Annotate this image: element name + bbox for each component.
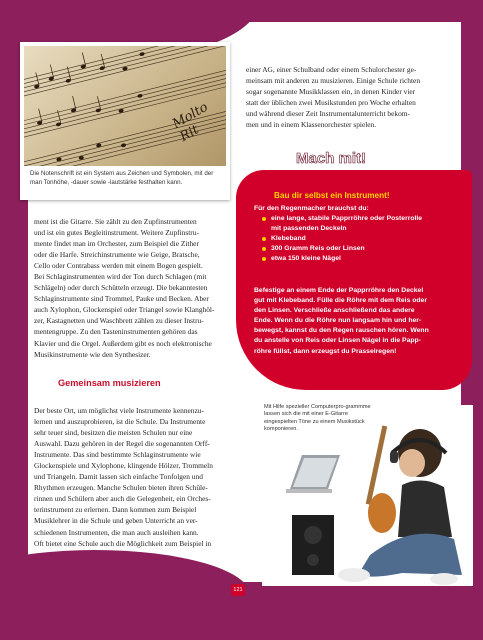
materials-list (262, 214, 422, 264)
text-line: Cello oder Contrabass werden mit einem Bogen gespielt. (34, 261, 203, 271)
text-line: mentengruppe. Zu den Tasteninstrumenten gehören das (34, 327, 198, 337)
text-line: röhre füllst, dann erzeugst du Prasselregen! (254, 347, 397, 355)
text-line: und während dieser Zeit Instrumentalunterricht bekom- (246, 109, 410, 119)
text-line: zer, Kastagnetten und Waschbrett zählen zu dieser Instru- (34, 316, 204, 326)
text-line: Glockenspiele und Xylophone, klingende Hölzer, Trommeln (34, 461, 213, 471)
bullet-icon (262, 257, 266, 261)
activity-title: Bau dir selbst ein Instrument! (274, 191, 390, 200)
activity-intro: Für den Regenmacher brauchst du: (254, 205, 369, 212)
text-line: auch Xylophon, Glockenspiel oder Triangel sowie Klanghöl- (34, 305, 215, 315)
list-item (262, 234, 422, 244)
left-column-text-1 (34, 216, 230, 360)
bullet-icon (262, 247, 266, 251)
text-line: Ende. Wenn du die Röhre nun langsam hin und her- (254, 317, 422, 325)
text-line: Befestige an einem Ende der Papprröhre den Deckel (254, 287, 424, 294)
list-item-label: 300 Gramm Reis oder Linsen (271, 245, 365, 253)
text-line: den Linsen. Verschließe anschließend das andere (254, 307, 415, 315)
text-line: Musikinstrumente wie den Synthesizer. (34, 349, 151, 359)
text-line: du anstelle von Reis oder Linsen Nägel in die Papp- (254, 337, 421, 345)
text-line: Schlaginstrumente sind Trommel, Pauke und Becken. Aber (34, 294, 209, 304)
list-item (262, 244, 422, 254)
text-line: und ist ein gutes Begleitinstrument. Weitere Zupfinstru- (34, 228, 199, 238)
text-line: Rhythmen erzeugen. Manche Schulen bieten ihren Schüle- (34, 483, 208, 493)
bullet-icon (262, 217, 266, 221)
text-line: men und in einem Klassenorchester spielen. (246, 120, 377, 130)
list-item-label: eine lange, stabile Papprröhre oder Posterrolle (271, 215, 423, 222)
bullet-icon (262, 237, 266, 241)
text-line: rinnen und Schülern aber auch die Gelegenheit, ein Orches- (34, 494, 211, 504)
list-item (262, 214, 422, 224)
list-item (262, 224, 422, 234)
text-line: sehr teuer sind, besitzen die meisten Schulen nur eine (34, 428, 193, 438)
text-line: Musiklehrer in die Schule und geben Unterricht an ver- (34, 516, 198, 526)
text-line: terinstrument zu erlernen. Dann kommen zum Beispiel (34, 505, 197, 515)
right-column-top-text (246, 64, 456, 130)
sheet-music-caption: Die Notenschrift ist ein System aus Zeichen und Symbolen, mit der man Tonhöhe, -dauer sowie -lautstärke festhalten kann. (30, 170, 214, 186)
left-column-text-2 (34, 405, 230, 549)
list-item-label: mit passenden Deckeln (271, 225, 347, 233)
text-line: bewegst, kannst du den Regen rauschen hören. Wenn (254, 327, 429, 335)
text-line: einer AG, einer Schulband oder einem Schulorchester ge- (246, 65, 417, 74)
text-line: Bei Schlaginstrumenten wird der Ton durch Schlagen (mit (34, 272, 207, 282)
text-line: Klavier und die Orgel. Außerdem gibt es noch elektronische (34, 338, 212, 348)
text-line: statt der üblichen zwei Musikstunden pro Woche erhalten (246, 98, 416, 108)
text-line: ment ist die Gitarre. Sie zählt zu den Zupfinstrumenten (34, 217, 197, 226)
list-item-label: Klebeband (271, 235, 306, 243)
text-line: Schlägeln) oder durch Schütteln erzeugt. Die bekanntesten (34, 283, 208, 293)
list-item (262, 254, 422, 264)
text-line: und Triangeln. Damit lassen sich einfache Tonfolgen und (34, 472, 203, 482)
handwritten-annotation: Molto Rit (169, 99, 211, 145)
text-line: Auswahl. Dazu gehören in der Regel die sogenannten Orff- (34, 439, 210, 449)
text-line: sogar sogenannte Musikklassen ein, in denen Kinder vier (246, 87, 416, 97)
text-line: oder die Harfe. Streichinstrumente wie Geige, Bratsche, (34, 250, 200, 260)
decor-blob-bottom-left (0, 550, 250, 640)
text-line: mente findet man im Orchester, zum Beispiel die Zither (34, 239, 199, 249)
sheet-music-photo-card (20, 42, 230, 200)
section-heading: Gemeinsam musizieren (58, 378, 161, 388)
list-item-label: etwa 150 kleine Nägel (271, 255, 341, 263)
text-line: meinsam mit anderen zu musizieren. Einige Schule richten (246, 76, 421, 86)
text-line: Der beste Ort, um möglichst viele Instrumente kennenzu- (34, 406, 204, 415)
activity-instructions (254, 286, 464, 357)
text-line: Oft bietet eine Schule auch die Möglichkeit zum Beispiel in (34, 538, 212, 548)
text-line: schiedenen Instrumenten, die man auch ausleihen kann. (34, 527, 199, 537)
page-number: 121 (231, 584, 245, 596)
text-line: lernen und auszuprobieren, ist die Schule. Da Instrumente (34, 417, 206, 427)
text-line: Instrumente. Das sind bestimmte Schlaginstrumente wie (34, 450, 201, 460)
activity-box (236, 170, 472, 390)
sheet-music-photo (24, 46, 226, 166)
text-line: gut mit Klebeband. Fülle die Röhre mit dem Reis oder (254, 297, 427, 305)
boy-guitar-caption: Mit Hilfe spezieller Computerpro-grammme lassen sich die mit einer E-Gitarre eingespielten Töne zu einem Musikstück komponieren. (264, 404, 371, 432)
activity-badge: Mach mit! (296, 150, 367, 167)
